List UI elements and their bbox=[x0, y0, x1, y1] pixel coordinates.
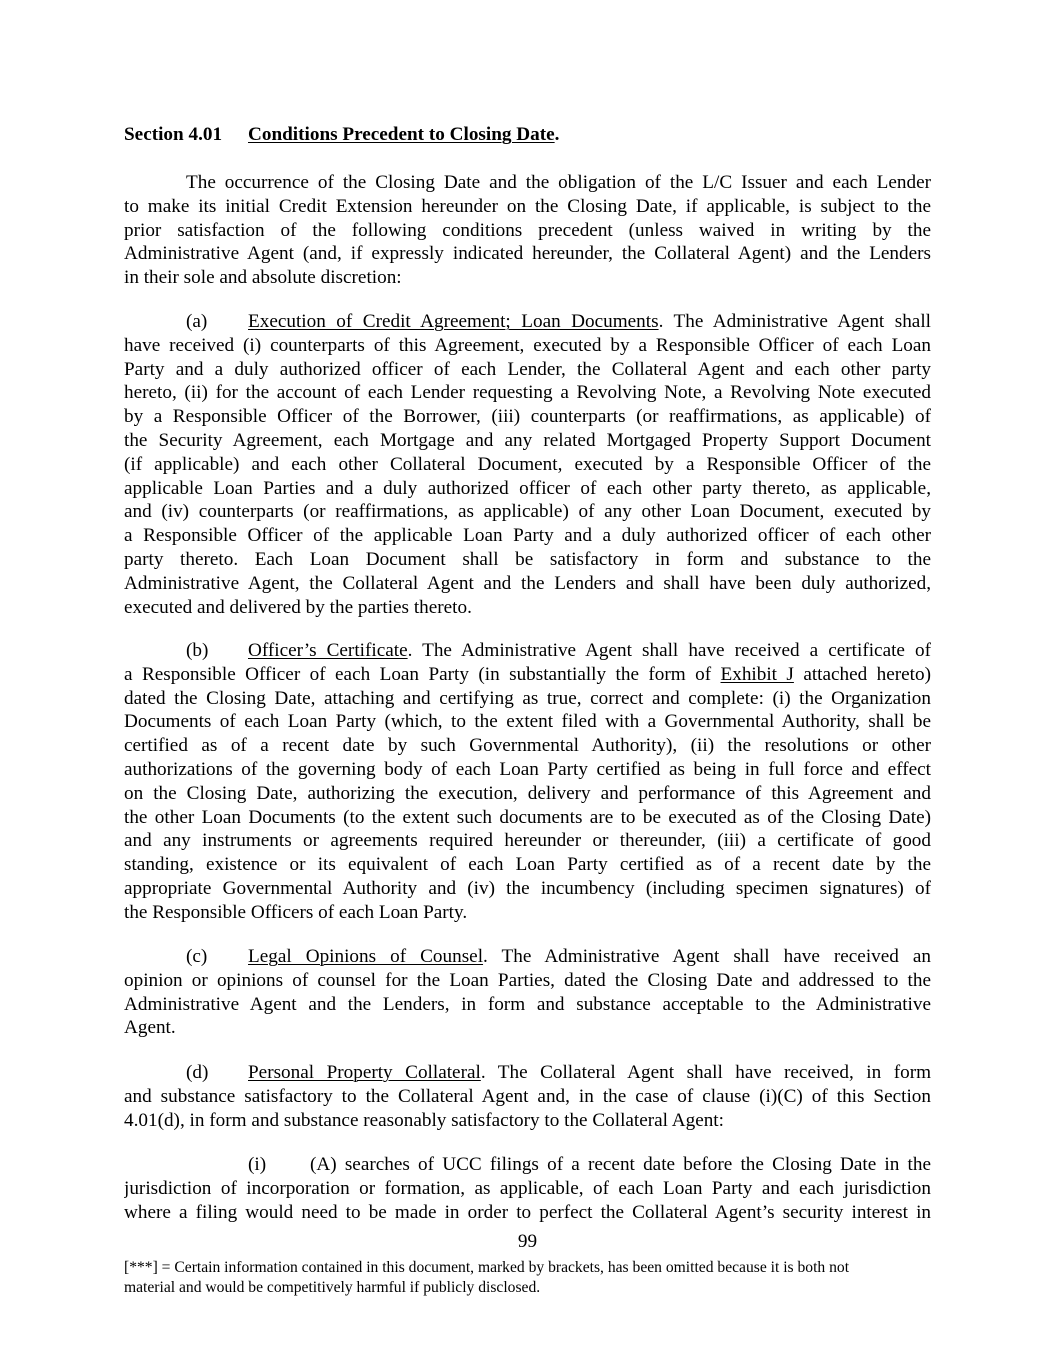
clause-d bbox=[124, 1061, 931, 1132]
subclause-i bbox=[124, 1153, 931, 1224]
footnote-line: [***] = Certain information contained in this document, marked by brackets, has been omitted because it is both not bbox=[124, 1259, 850, 1276]
clause-b bbox=[124, 639, 931, 925]
text-line: Administrative Agent and the Lenders, in form and substance acceptable to the Administrative bbox=[124, 993, 931, 1015]
section-number: Section 4.01 bbox=[124, 124, 223, 145]
text-line: and substance satisfactory to the Collateral Agent and, in the case of clause (i)(C) of this Section bbox=[124, 1085, 931, 1107]
clause-first-line: (b) Officer’s Certificate. The Administrative Agent shall have received a certificate of bbox=[186, 640, 931, 661]
text-line: to make its initial Credit Extension hereunder on the Closing Date, if applicable, is subject to the bbox=[124, 195, 931, 217]
section-heading bbox=[124, 124, 559, 146]
text-line: Administrative Agent (and, if expressly indicated hereunder, the Collateral Agent) and the Lenders bbox=[124, 243, 931, 265]
text-line: jurisdiction of incorporation or formation, as applicable, of each Loan Party and each jurisdiction bbox=[124, 1177, 931, 1199]
text-line: hereto, (ii) for the account of each Lender requesting a Revolving Note, a Revolving Note executed bbox=[124, 382, 931, 404]
text-line: Agent. bbox=[124, 1017, 176, 1039]
text-line: applicable Loan Parties and a duly authorized officer of each other party thereto, as applicable, bbox=[124, 477, 931, 499]
text-line: on the Closing Date, authorizing the execution, delivery and performance of this Agreement and bbox=[124, 782, 931, 804]
text-line: a Responsible Officer of the applicable Loan Party and a duly authorized officer of each other bbox=[124, 525, 931, 547]
footnote-line: material and would be competitively harmful if publicly disclosed. bbox=[124, 1279, 541, 1296]
footnote bbox=[124, 1258, 934, 1298]
text-line: Party and a duly authorized officer of each Lender, the Collateral Agent and each other party bbox=[124, 358, 931, 380]
text-line: Administrative Agent, the Collateral Agent and the Lenders and shall have been duly authorized, bbox=[124, 572, 931, 594]
clause-label: (a) bbox=[186, 311, 208, 332]
clause-first-line: (c) Legal Opinions of Counsel. The Administrative Agent shall have received an bbox=[186, 946, 931, 967]
clause-label: (c) bbox=[186, 946, 208, 967]
text-line: opinion or opinions of counsel for the Loan Parties, dated the Closing Date and addressed to the bbox=[124, 969, 931, 991]
section-title-period: . bbox=[554, 124, 560, 145]
clause-heading: Personal Property Collateral bbox=[248, 1062, 481, 1083]
text-line: have received (i) counterparts of this Agreement, executed by a Responsible Officer of each Loan bbox=[124, 334, 931, 356]
text-line: Documents of each Loan Party (which, to the extent filed with a Governmental Authority, shall be bbox=[124, 711, 931, 733]
section-title: Conditions Precedent to Closing Date bbox=[248, 124, 555, 145]
text-line: dated the Closing Date, attaching and certifying as true, correct and complete: (i) the Organization bbox=[124, 687, 931, 709]
clause-heading: Legal Opinions of Counsel bbox=[248, 946, 484, 967]
text-line: certified as of a recent date by such Governmental Authority), (ii) the resolutions or other bbox=[124, 735, 931, 757]
text-line: the Responsible Officers of each Loan Party. bbox=[124, 901, 468, 923]
subclause-label: (i) bbox=[248, 1154, 267, 1175]
clause-c bbox=[124, 945, 931, 1040]
text-line: the other Loan Documents (to the extent such documents are to be executed as of the Closing Date) bbox=[124, 806, 931, 828]
clause-heading: Execution of Credit Agreement; Loan Documents bbox=[248, 311, 659, 332]
page-number: 99 bbox=[517, 1231, 538, 1252]
clause-heading: Officer’s Certificate bbox=[248, 640, 408, 661]
text-line: 4.01(d), in form and substance reasonably satisfactory to the Collateral Agent: bbox=[124, 1109, 724, 1131]
clause-label: (d) bbox=[186, 1062, 209, 1083]
text-line: where a filing would need to be made in order to perfect the Collateral Agent’s security interest in bbox=[124, 1201, 931, 1223]
text-line: and any instruments or agreements required hereunder or thereunder, (iii) a certificate of good bbox=[124, 830, 931, 852]
text-line: party thereto. Each Loan Document shall be satisfactory in form and substance to the bbox=[124, 548, 931, 570]
text-line: appropriate Governmental Authority and (iv) the incumbency (including specimen signatures) of bbox=[124, 877, 931, 899]
text-line: by a Responsible Officer of the Borrower, (iii) counterparts (or reaffirmations, as applicable) of bbox=[124, 406, 931, 428]
text-line: The occurrence of the Closing Date and the obligation of the L/C Issuer and each Lender bbox=[186, 172, 931, 193]
exhibit-j-reference: Exhibit J bbox=[720, 663, 794, 685]
text-line: in their sole and absolute discretion: bbox=[124, 267, 402, 289]
intro-paragraph bbox=[124, 171, 931, 290]
text-line: executed and delivered by the parties thereto. bbox=[124, 596, 472, 618]
text-line: prior satisfaction of the following conditions precedent (unless waived in writing by the bbox=[124, 219, 931, 241]
text-line: and (iv) counterparts (or reaffirmations, as applicable) of any other Loan Document, executed by bbox=[124, 501, 931, 523]
text-line: authorizations of the governing body of each Loan Party certified as being in full force and effect bbox=[124, 758, 931, 780]
text-line: the Security Agreement, each Mortgage and any related Mortgaged Property Support Document bbox=[124, 429, 931, 451]
clause-label: (b) bbox=[186, 640, 209, 661]
subclause-first-line: (i) (A) searches of UCC filings of a recent date before the Closing Date in the bbox=[248, 1154, 931, 1175]
clause-first-line: (d) Personal Property Collateral. The Collateral Agent shall have received, in form bbox=[186, 1062, 931, 1083]
text-line: standing, existence or its equivalent of each Loan Party certified as of a recent date by the bbox=[124, 854, 931, 876]
text-line: a Responsible Officer of each Loan Party (in substantially the form of Exhibit J attached hereto) bbox=[124, 663, 931, 685]
text-line: (if applicable) and each other Collateral Document, executed by a Responsible Officer of the bbox=[124, 453, 931, 475]
clause-first-line: (a) Execution of Credit Agreement; Loan Documents. The Administrative Agent shall bbox=[186, 311, 931, 332]
clause-a bbox=[124, 310, 931, 619]
